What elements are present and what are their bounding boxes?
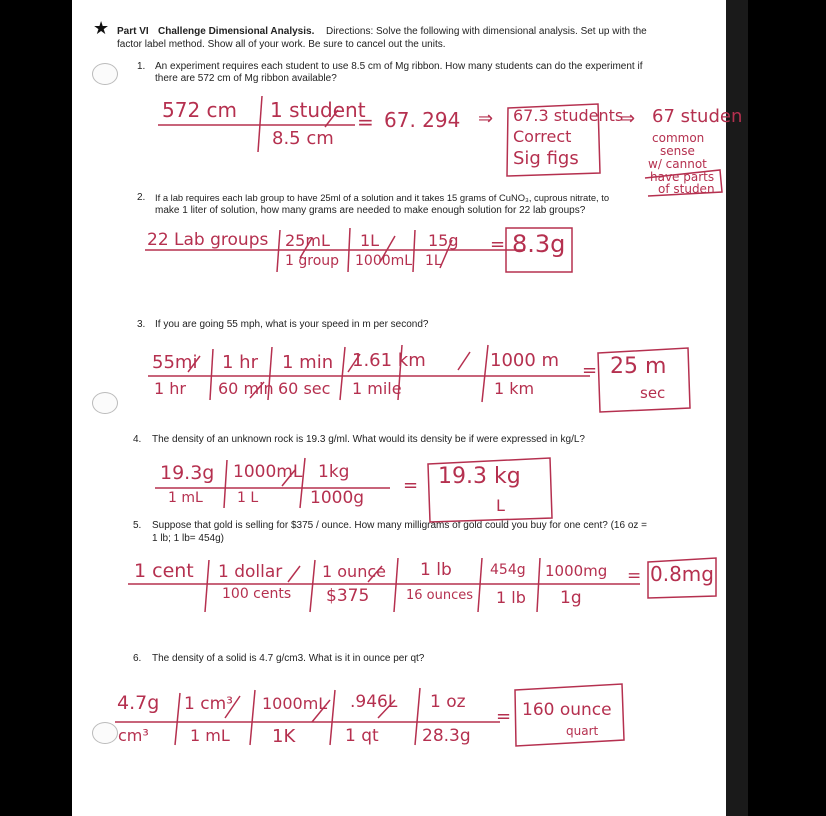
question-5-text: Suppose that gold is selling for $375 / ounce. How many milligrams of gold could you buy for one cent? (16 oz = — [152, 520, 648, 531]
q4-term: 1 L — [237, 490, 259, 506]
q1-note: have parts — [650, 170, 715, 184]
question-2-number: 2. — [137, 192, 146, 203]
q6-term: 1K — [272, 726, 296, 747]
question-1-text-cont: there are 572 cm of Mg ribbon available? — [155, 73, 337, 84]
q3-term: 1 hr — [222, 352, 258, 373]
question-5-text-cont: 1 lb; 1 lb= 454g) — [152, 533, 224, 544]
question-2-text: If a lab requires each lab group to have 25ml of a solution and it takes 15 grams of CuNO₃, cuprous nitrate, to — [155, 192, 610, 203]
q1-note: sense — [660, 144, 695, 158]
q4-term: 1 mL — [168, 490, 203, 506]
question-4-text: The density of an unknown rock is 19.3 g/ml. What would its density be if were expressed in kg/L? — [152, 434, 585, 445]
q1-conversion: 1 student — [270, 98, 366, 122]
q6-term: .946L — [350, 692, 398, 712]
q1-numerator: 572 cm — [162, 98, 238, 122]
q6-term: cm³ — [118, 726, 149, 745]
q4-term: 1000mL — [233, 462, 303, 482]
question-6-text: The density of a solid is 4.7 g/cm3. What is it in ounce per qt? — [152, 653, 425, 664]
q6-term: 1 qt — [345, 726, 379, 746]
q3-term: 60 min — [218, 379, 274, 398]
binder-hole — [92, 722, 118, 744]
q6-term: 1 mL — [190, 726, 230, 745]
q3-term: 1000 m — [490, 350, 560, 371]
q6-answer-denominator: quart — [566, 724, 599, 738]
question-2-text-cont: make 1 liter of solution, how many grams are needed to make enough solution for 22 lab groups? — [155, 205, 586, 216]
q5-term: 1 dollar — [218, 562, 283, 582]
question-6-number: 6. — [133, 653, 142, 664]
question-3-text: If you are going 55 mph, what is your speed in m per second? — [155, 319, 429, 330]
q2-term: 1L — [360, 231, 380, 250]
q4-term: 1kg — [318, 462, 350, 482]
q2-term: 15g — [428, 231, 459, 250]
q5-term: 454g — [490, 562, 526, 578]
q3-term: 1 mile — [352, 379, 402, 398]
q1-note: w/ cannot — [648, 157, 707, 171]
q3-answer-denominator: sec — [640, 384, 666, 402]
q1-result: 67. 294 — [384, 108, 461, 132]
q3-term: 1.61 km — [352, 350, 426, 371]
q2-term: 1 group — [285, 253, 340, 269]
q5-term: 1 cent — [134, 560, 194, 582]
q3-answer-numerator: 25 m — [610, 354, 667, 379]
q4-term: 1000g — [310, 488, 365, 508]
directions-line-1: Directions: Solve the following with dimensional analysis. Set up with the — [326, 26, 647, 37]
q2-term: 25mL — [285, 231, 330, 250]
q3-term: 1 hr — [154, 379, 186, 398]
q1-equals: = — [357, 110, 374, 134]
q5-term: 100 cents — [222, 586, 292, 602]
q1-final: 67 studen — [652, 106, 743, 127]
question-5-number: 5. — [133, 520, 142, 531]
q3-term: 60 sec — [278, 379, 331, 398]
q1-note: common — [652, 131, 705, 145]
q5-answer: 0.8mg — [650, 562, 714, 586]
q2-answer: 8.3g — [512, 230, 566, 258]
q1-note: of studen — [658, 182, 715, 196]
q5-term: 1 lb — [420, 560, 452, 580]
q4-equals: = — [403, 475, 419, 496]
q5-term: 16 ounces — [406, 588, 474, 603]
q2-equals: = — [490, 234, 506, 255]
q4-answer-denominator: L — [496, 496, 505, 515]
question-3-number: 3. — [137, 319, 146, 330]
question-4-number: 4. — [133, 434, 142, 445]
q5-term: 1000mg — [545, 562, 608, 580]
binder-hole — [92, 392, 118, 414]
q6-term: 1 cm³ — [184, 694, 233, 714]
q1-box-rounded: 67.3 students — [513, 106, 624, 125]
q6-answer-numerator: 160 ounce — [522, 700, 612, 720]
q6-term: 1000mL — [262, 694, 328, 713]
q3-equals: = — [582, 360, 598, 381]
q6-term: 4.7g — [117, 692, 160, 714]
q1-denominator: 8.5 cm — [272, 128, 334, 149]
q3-term: 1 km — [494, 379, 535, 398]
q6-equals: = — [496, 706, 512, 727]
q6-term: 28.3g — [422, 726, 471, 746]
q5-equals: = — [627, 566, 642, 586]
q2-term: 1000mL — [355, 253, 413, 269]
question-1-number: 1. — [137, 61, 146, 72]
section-title: Challenge Dimensional Analysis. — [158, 26, 315, 37]
q5-term: 1 ounce — [322, 562, 386, 581]
q3-term: 1 min — [282, 352, 334, 373]
star-icon: ★ — [93, 18, 110, 38]
directions-line-2: factor label method. Show all of your work. Be sure to cancel out the units. — [117, 39, 446, 50]
q4-answer-numerator: 19.3 kg — [438, 464, 521, 489]
q4-term: 19.3g — [160, 462, 215, 484]
q2-term: 1L — [425, 253, 442, 269]
q5-term: $375 — [326, 586, 370, 606]
q6-term: 1 oz — [430, 692, 466, 712]
q5-term: 1 lb — [496, 588, 526, 607]
q5-term: 1g — [560, 588, 582, 608]
q1-arrow: ⇒ — [478, 108, 494, 129]
q3-term: 55mi — [152, 352, 198, 373]
q1-box-correct: Correct — [513, 127, 572, 146]
q1-arrow-2: ⇒ — [620, 108, 636, 129]
binder-hole — [92, 63, 118, 85]
part-label: Part VI — [117, 26, 149, 37]
q2-term: 22 Lab groups — [147, 230, 269, 250]
question-1-text: An experiment requires each student to use 8.5 cm of Mg ribbon. How many students can do the experiment if — [155, 61, 643, 72]
q1-box-sigfigs: Sig figs — [513, 148, 579, 169]
